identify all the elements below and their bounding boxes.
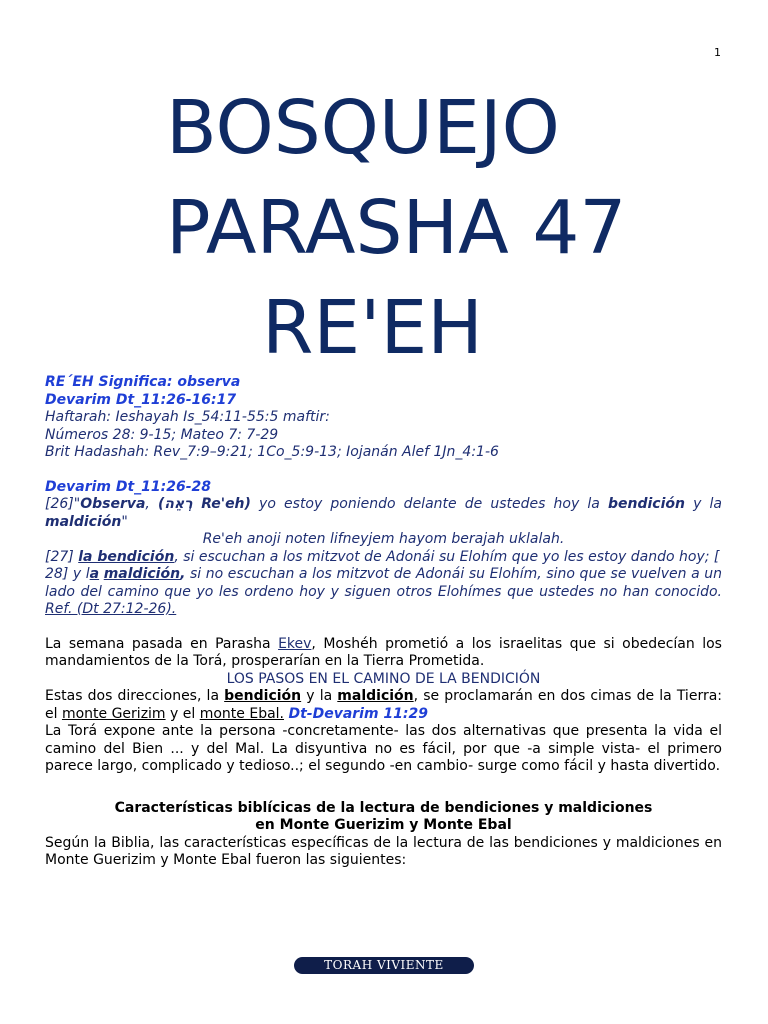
verse-27: [27] la bendición, si escuchan a los mitzvot de Adonái su Elohím que yo les estoy dando hoy; [ <box>45 548 720 565</box>
observa-word: Observa <box>80 496 146 512</box>
monte-gerizim-link[interactable]: monte Gerizim <box>61 705 166 722</box>
deut-reference-link[interactable]: Ref. (Dt 27:12-26). <box>45 601 177 617</box>
paragraph-ekev: La semana pasada en Parasha Ekev, Moshéh prometió a los israelitas que si obedecían los mandamientos de la Torá, prosperarían en la Tierra Prometida. <box>45 635 722 669</box>
paragraph-directions: Estas dos direcciones, la bendición y la maldición, se proclamarán en dos cimas de la Tierra: el monte Gerizim y el monte Ebal. Dt-Devarim 11:29 <box>45 688 723 722</box>
devarim-11-29-ref: Dt-Devarim 11:29 <box>288 705 428 722</box>
hebrew-reeh: (רְאֵה Re'eh) <box>158 496 251 512</box>
devarim-reference: Devarim Dt_11:26-16:17 <box>45 391 237 408</box>
title-line-2: PARASHA 47 <box>166 185 627 271</box>
haftarah-line: Haftarah: Ieshayah Is_54:11-55:5 maftir: <box>45 409 330 425</box>
verse-28: 28] y la maldición, si no escuchan a los mitzvot de Adonái su Elohím, sino que se vuelven a un lado del camino que yo les ordeno hoy y siguen otros Elohímes que ustedes no han conocido. Ref. (Dt 27:12-26). <box>45 566 722 617</box>
document-body <box>45 374 722 870</box>
verse-26: [26]"Observa, (רְאֵה Re'eh) yo estoy poniendo delante de ustedes hoy la bendición y la maldición" <box>45 496 722 530</box>
torah-viviente-logo: TORAH VIVIENTE <box>294 957 474 974</box>
page-number: 1 <box>714 46 721 59</box>
brit-hadashah-line: Brit Hadashah: Rev_7:9–9:21; 1Co_5:9-13; Iojanán Alef 1Jn_4:1-6 <box>45 444 499 460</box>
passage-reference: Devarim Dt_11:26-28 <box>45 478 212 495</box>
monte-ebal-link[interactable]: monte Ebal. <box>199 705 284 722</box>
title-line-3: RE'EH <box>262 285 483 371</box>
page-title <box>0 78 768 378</box>
reeh-meaning: RE´EH Significa: observa <box>45 374 241 390</box>
heading-characteristics: Características biblícicas de la lectura de bendiciones y maldiciones <box>114 799 653 816</box>
heading-mountains: en Monte Guerizim y Monte Ebal <box>255 817 512 833</box>
numeros-line: Números 28: 9-15; Mateo 7: 7-29 <box>45 426 279 443</box>
ekev-link[interactable]: Ekev <box>278 635 312 652</box>
section-title: LOS PASOS EN EL CAMINO DE LA BENDICIÓN <box>226 670 541 687</box>
transliteration: Re'eh anoji noten lifneyjem hayom berajah uklalah. <box>202 531 565 547</box>
paragraph-biblical: Según la Biblia, las características específicas de la lectura de las bendiciones y maldiciones en Monte Guerizim y Monte Ebal fueron las siguientes: <box>45 834 722 868</box>
paragraph-alternatives: La Torá expone ante la persona -concretamente- las dos alternativas que presenta la vida el camino del Bien ... y del Mal. La disyuntiva no es fácil, por que -a simple vista- el primero parece largo, complicado y tedioso..; el segundo -en cambio- surge como fácil y hasta divertido. <box>45 723 722 774</box>
title-line-1: BOSQUEJO <box>166 85 560 171</box>
